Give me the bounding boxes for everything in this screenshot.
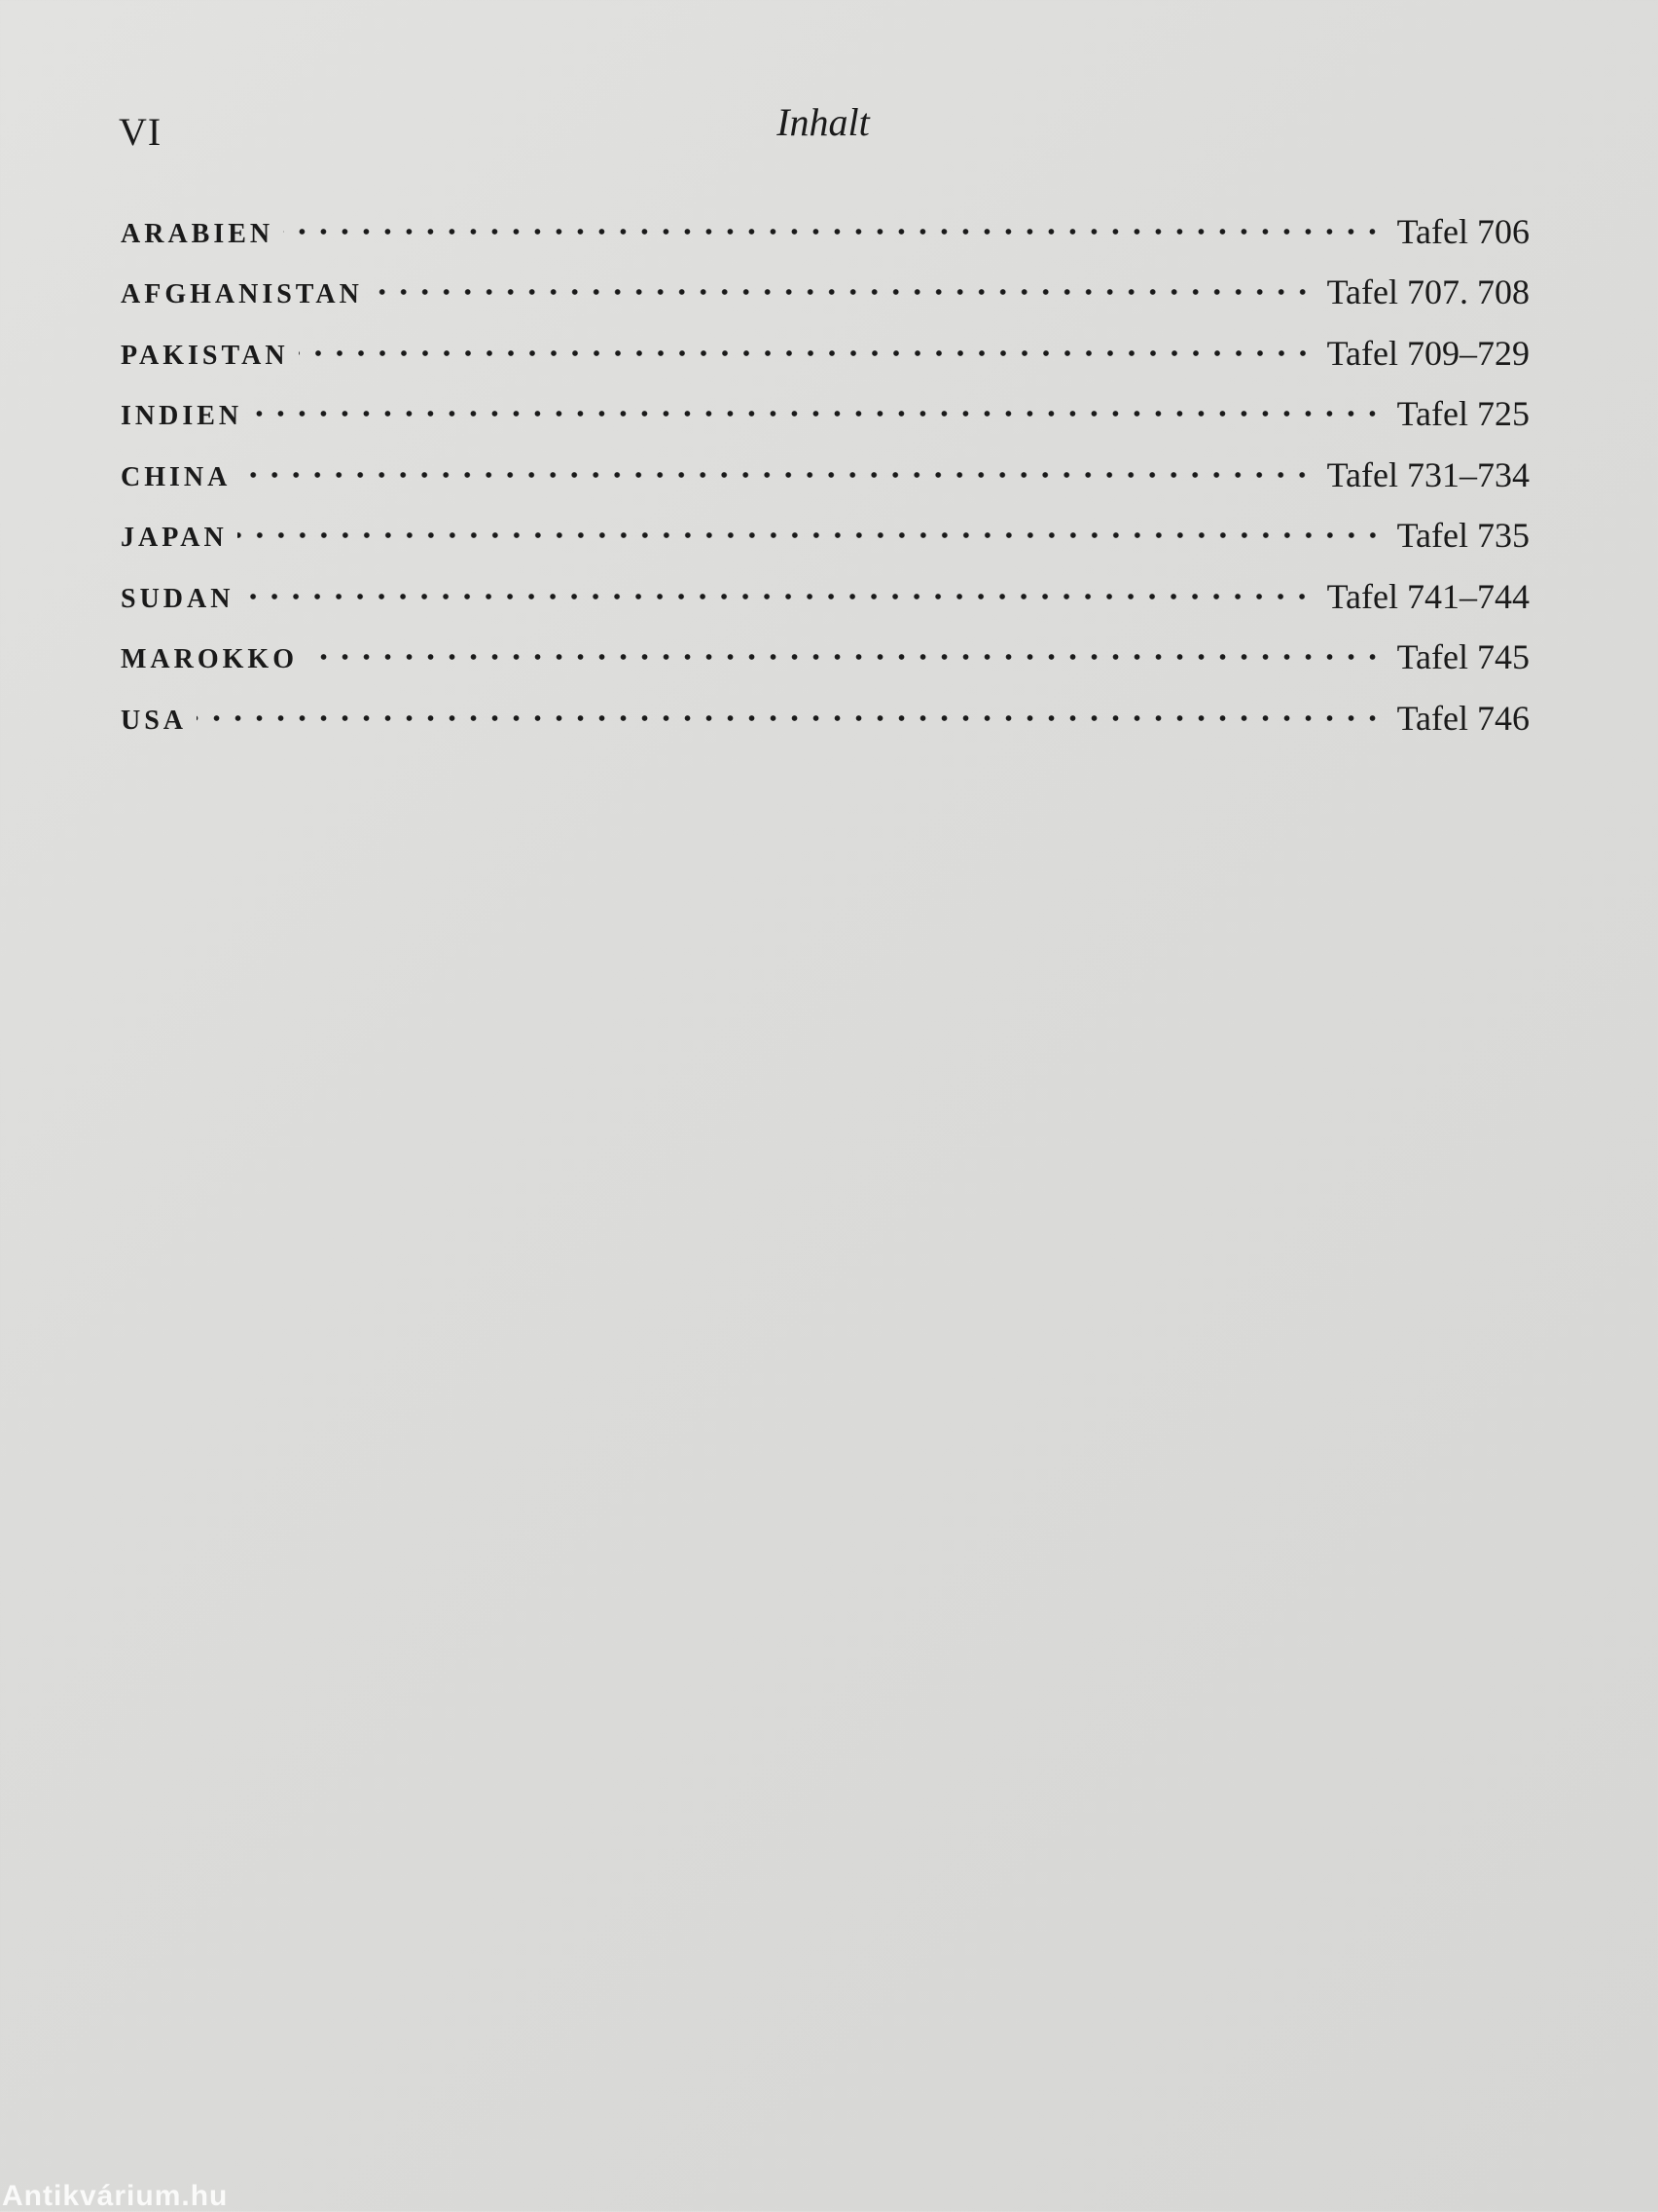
toc-entry-sudan (121, 556, 1530, 617)
toc-plate-ref: Tafel 707. 708 (1326, 272, 1530, 311)
toc-country: PAKISTAN (121, 340, 289, 371)
toc-country: JAPAN (121, 523, 228, 553)
toc-plate-ref: Tafel 746 (1396, 698, 1530, 738)
toc-entry-arabien (121, 191, 1530, 252)
toc-plate-ref: Tafel 745 (1396, 637, 1530, 676)
dot-leader (299, 339, 1314, 368)
toc-country: USA (121, 705, 188, 736)
toc-plate-ref: Tafel 709–729 (1326, 333, 1530, 373)
dot-leader (237, 521, 1384, 550)
toc-country: ARABIEN (121, 218, 274, 249)
toc-entry-usa (121, 677, 1530, 739)
running-head: Inhalt (776, 100, 870, 144)
toc-country: SUDAN (121, 583, 234, 614)
dot-leader (252, 399, 1383, 428)
toc-plate-ref: Tafel 741–744 (1326, 576, 1530, 616)
toc-country: AFGHANISTAN (121, 279, 363, 309)
dot-leader (373, 277, 1314, 307)
toc-entry-marokko (121, 617, 1530, 678)
watermark-logo: Antikvárium.hu (2, 2180, 229, 2212)
dot-leader (283, 217, 1383, 246)
toc-plate-ref: Tafel 731–734 (1326, 454, 1530, 494)
table-of-contents (121, 191, 1530, 739)
toc-entry-china (121, 434, 1530, 495)
page-number: VI (119, 110, 162, 154)
toc-plate-ref: Tafel 706 (1396, 211, 1530, 251)
toc-country: INDIEN (121, 401, 243, 431)
toc-entry-indien (121, 374, 1530, 435)
toc-plate-ref: Tafel 735 (1396, 516, 1530, 555)
dot-leader (197, 704, 1384, 733)
dot-leader (243, 582, 1313, 611)
toc-entry-afghanistan (121, 252, 1530, 313)
toc-entry-pakistan (121, 312, 1530, 374)
toc-country: CHINA (121, 461, 232, 492)
toc-plate-ref: Tafel 725 (1396, 394, 1530, 433)
toc-country: MAROKKO (121, 644, 298, 674)
dot-leader (307, 642, 1384, 671)
dot-leader (240, 460, 1313, 490)
toc-entry-japan (121, 495, 1530, 557)
